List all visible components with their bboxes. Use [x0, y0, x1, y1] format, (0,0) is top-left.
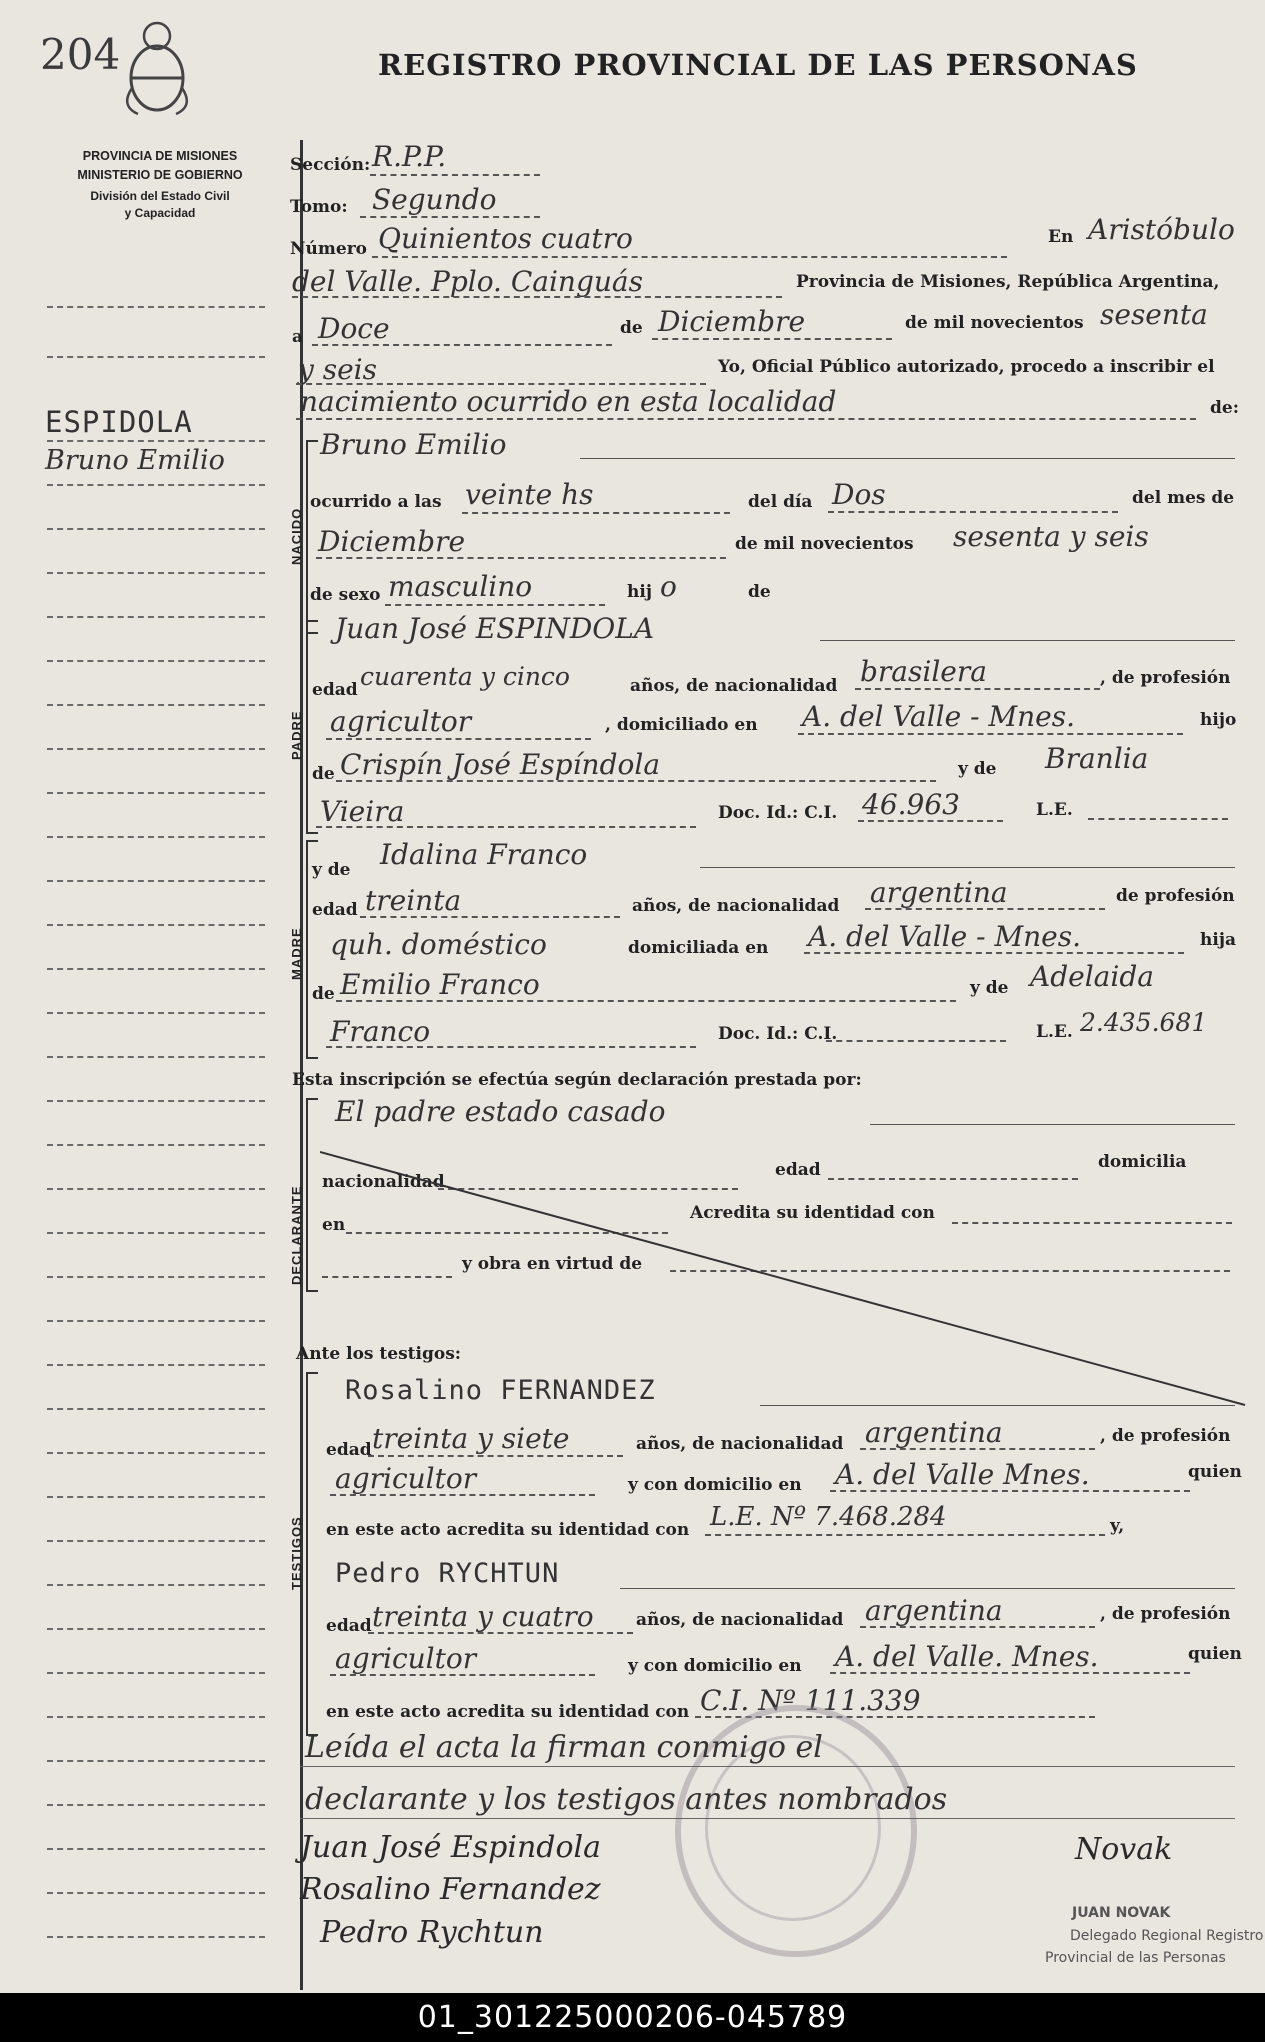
- madre-edad-value: treinta: [365, 884, 462, 917]
- testigos-section-label: TESTIGOS: [289, 1516, 304, 1590]
- t2-edad-label: edad: [326, 1616, 372, 1636]
- testigo-1-edad: treinta y siete: [372, 1422, 570, 1455]
- tomo-value: Segundo: [372, 183, 497, 216]
- t1-quien-label: quien: [1188, 1462, 1242, 1482]
- testigo-2-nacionalidad: argentina: [865, 1594, 1003, 1627]
- padre-hijo-label: hijo: [1200, 710, 1237, 730]
- del-dia-label: del día: [748, 492, 813, 512]
- seccion-label: Sección:: [290, 155, 371, 175]
- padre-y-de-label: y de: [958, 759, 997, 779]
- testigos-intro: Ante los testigos:: [296, 1344, 462, 1364]
- declarante-intro: Esta inscripción se efectúa según declaración prestada por:: [292, 1070, 862, 1090]
- firma-oficial: Novak: [1075, 1832, 1173, 1867]
- padre-dom-label: , domiciliado en: [605, 715, 758, 735]
- madre-abuela-1: Adelaida: [1030, 960, 1154, 993]
- sexo-value: masculino: [388, 570, 533, 603]
- anio-value-2: y seis: [298, 353, 377, 386]
- hijo-suffix: o: [660, 570, 677, 603]
- padre-edad-value: cuarenta y cinco: [360, 662, 570, 691]
- page-number: 204: [40, 30, 121, 79]
- a-label: a: [292, 327, 304, 347]
- nacido-nombre: Bruno Emilio: [320, 428, 507, 461]
- nacido-de-label: de: [748, 582, 771, 602]
- issuer-line-4: y Capacidad: [124, 206, 196, 220]
- t2-dom-label: y con domicilio en: [628, 1656, 802, 1676]
- t1-y-label: y,: [1110, 1516, 1125, 1536]
- padre-edad-label: edad: [312, 680, 358, 700]
- sexo-label: de sexo: [310, 585, 381, 605]
- padre-profesion: agricultor: [330, 705, 472, 738]
- declarante-edad-label: edad: [775, 1160, 821, 1180]
- hora-value: veinte hs: [465, 478, 594, 511]
- document-title: REGISTRO PROVINCIAL DE LAS PERSONAS: [378, 48, 1138, 82]
- de-label: de: [620, 318, 643, 338]
- de-colon-label: de:: [1210, 398, 1239, 418]
- declarante-nac-label: nacionalidad: [322, 1172, 445, 1192]
- testigo-1-nacionalidad: argentina: [865, 1416, 1003, 1449]
- en-label: En: [1048, 227, 1074, 247]
- firma-padre: Juan José Espindola: [300, 1830, 602, 1865]
- hijo-label: hij: [627, 582, 652, 602]
- madre-hija-label: hija: [1200, 930, 1236, 950]
- padre-abuela-2: Vieira: [320, 795, 405, 828]
- issuer-line-1: PROVINCIA DE MISIONES: [82, 149, 238, 163]
- issuer-line-3: División del Estado Civil: [90, 189, 230, 203]
- coat-of-arms-icon: [118, 18, 196, 118]
- t1-edad-label: edad: [326, 1440, 372, 1460]
- lugar-value-2: del Valle. Pplo. Cainguás: [292, 265, 643, 298]
- tomo-label: Tomo:: [290, 197, 348, 217]
- madre-dom-label: domiciliada en: [628, 938, 769, 958]
- declarante-acredita-label: Acredita su identidad con: [690, 1203, 935, 1223]
- padre-prof-label: , de profesión: [1100, 668, 1231, 688]
- acto-value: nacimiento ocurrido en esta localidad: [300, 385, 837, 418]
- cierre-linea-1: Leída el acta la firman conmigo el: [305, 1730, 823, 1765]
- nacido-mil-label: de mil novecientos: [735, 534, 914, 554]
- madre-abuela-2: Franco: [330, 1015, 431, 1048]
- oficial-cargo-2: Provincial de las Personas: [1045, 1950, 1226, 1966]
- ocurrido-label: ocurrido a las: [310, 492, 442, 512]
- provincia-text: Provincia de Misiones, República Argentina,: [796, 272, 1220, 292]
- t2-acredita-label: en este acto acredita su identidad con: [326, 1702, 690, 1722]
- oficial-cargo-1: Delegado Regional Registro: [1070, 1928, 1264, 1944]
- t1-acredita-label: en este acto acredita su identidad con: [326, 1520, 690, 1540]
- madre-edad-label: edad: [312, 900, 358, 920]
- testigo-1-nombre: Rosalino FERNANDEZ: [345, 1375, 656, 1406]
- padre-domicilio: A. del Valle - Mnes.: [802, 700, 1075, 733]
- t1-nac-label: años, de nacionalidad: [636, 1434, 844, 1454]
- declarante-valor: El padre estado casado: [335, 1095, 666, 1128]
- oficial-nombre: JUAN NOVAK: [1072, 1905, 1171, 1921]
- testigo-1-profesion: agricultor: [335, 1462, 477, 1495]
- margin-given-names: Bruno Emilio: [45, 445, 225, 476]
- mil-text: de mil novecientos: [905, 313, 1084, 333]
- image-id-footer: 01_301225000206-045789: [0, 1993, 1265, 2042]
- testigo-2-domicilio: A. del Valle. Mnes.: [835, 1640, 1099, 1673]
- padre-abuelo: Crispín José Espíndola: [340, 748, 661, 781]
- madre-le-value: 2.435.681: [1080, 1008, 1208, 1037]
- madre-de-label: de: [312, 984, 335, 1004]
- mes-value: Diciembre: [658, 305, 806, 338]
- testigo-2-profesion: agricultor: [335, 1642, 477, 1675]
- padre-section-label: PADRE: [289, 710, 304, 760]
- t2-prof-label: , de profesión: [1100, 1604, 1231, 1624]
- testigo-2-documento: C.I. Nº 111.339: [700, 1684, 921, 1717]
- t1-prof-label: , de profesión: [1100, 1426, 1231, 1446]
- testigo-1-documento: L.E. Nº 7.468.284: [710, 1502, 947, 1532]
- madre-doc-label: Doc. Id.: C.I.: [718, 1024, 838, 1044]
- nacido-section-label: NACIDO: [289, 507, 304, 565]
- declarante-en-label: en: [322, 1215, 346, 1235]
- testigo-2-nombre: Pedro RYCHTUN: [335, 1558, 560, 1589]
- madre-le-label: L.E.: [1036, 1022, 1073, 1042]
- dia-value: Doce: [318, 312, 390, 345]
- t2-quien-label: quien: [1188, 1644, 1242, 1664]
- margin-surname: ESPIDOLA: [45, 405, 193, 439]
- madre-y-de-label: y de: [970, 978, 1009, 998]
- padre-nombre: Juan José ESPINDOLA: [335, 612, 655, 645]
- madre-domicilio: A. del Valle - Mnes.: [808, 920, 1081, 953]
- cierre-linea-2: declarante y los testigos antes nombrados: [305, 1782, 948, 1817]
- padre-nac-label: años, de nacionalidad: [630, 676, 838, 696]
- nacido-anio-value: sesenta y seis: [953, 520, 1149, 553]
- padre-le-label: L.E.: [1036, 800, 1073, 820]
- del-mes-label: del mes de: [1132, 488, 1235, 508]
- padre-abuela-1: Branlia: [1045, 742, 1149, 775]
- padre-doc-label: Doc. Id.: C.I.: [718, 803, 838, 823]
- madre-nombre: Idalina Franco: [380, 838, 588, 871]
- issuer-line-2: MINISTERIO DE GOBIERNO: [77, 168, 243, 182]
- madre-nac-label: años, de nacionalidad: [632, 896, 840, 916]
- madre-section-label: MADRE: [289, 927, 304, 980]
- madre-nacionalidad: argentina: [870, 876, 1008, 909]
- anio-value-1: sesenta: [1100, 298, 1208, 331]
- madre-profesion: quh. doméstico: [330, 928, 547, 961]
- padre-de-label: de: [312, 764, 335, 784]
- firma-testigo-2: Pedro Rychtun: [320, 1915, 544, 1950]
- oficial-text: Yo, Oficial Público autorizado, procedo a inscribir el: [718, 357, 1215, 377]
- declarante-section-label: DECLARANTE: [289, 1185, 304, 1285]
- t2-nac-label: años, de nacionalidad: [636, 1610, 844, 1630]
- lugar-value-1: Aristóbulo: [1088, 213, 1235, 246]
- madre-abuelo: Emilio Franco: [340, 968, 540, 1001]
- firma-testigo-1: Rosalino Fernandez: [300, 1872, 601, 1907]
- madre-yde-label: y de: [312, 860, 351, 880]
- declarante-dom-label: domicilia: [1098, 1152, 1187, 1172]
- nacido-mes-value: Diciembre: [318, 525, 466, 558]
- testigo-1-domicilio: A. del Valle Mnes.: [835, 1458, 1090, 1491]
- t1-dom-label: y con domicilio en: [628, 1475, 802, 1495]
- padre-doc-value: 46.963: [862, 788, 960, 821]
- padre-nacionalidad: brasilera: [860, 655, 987, 688]
- nacido-dia-value: Dos: [832, 478, 886, 511]
- seccion-value: R.P.P.: [372, 140, 447, 173]
- declarante-obra-label: y obra en virtud de: [462, 1254, 643, 1274]
- numero-value: Quinientos cuatro: [378, 222, 633, 255]
- numero-label: Número: [290, 239, 367, 259]
- cancel-strike: [320, 1150, 1250, 1410]
- madre-prof-label: de profesión: [1116, 886, 1235, 906]
- testigo-2-edad: treinta y cuatro: [372, 1600, 594, 1633]
